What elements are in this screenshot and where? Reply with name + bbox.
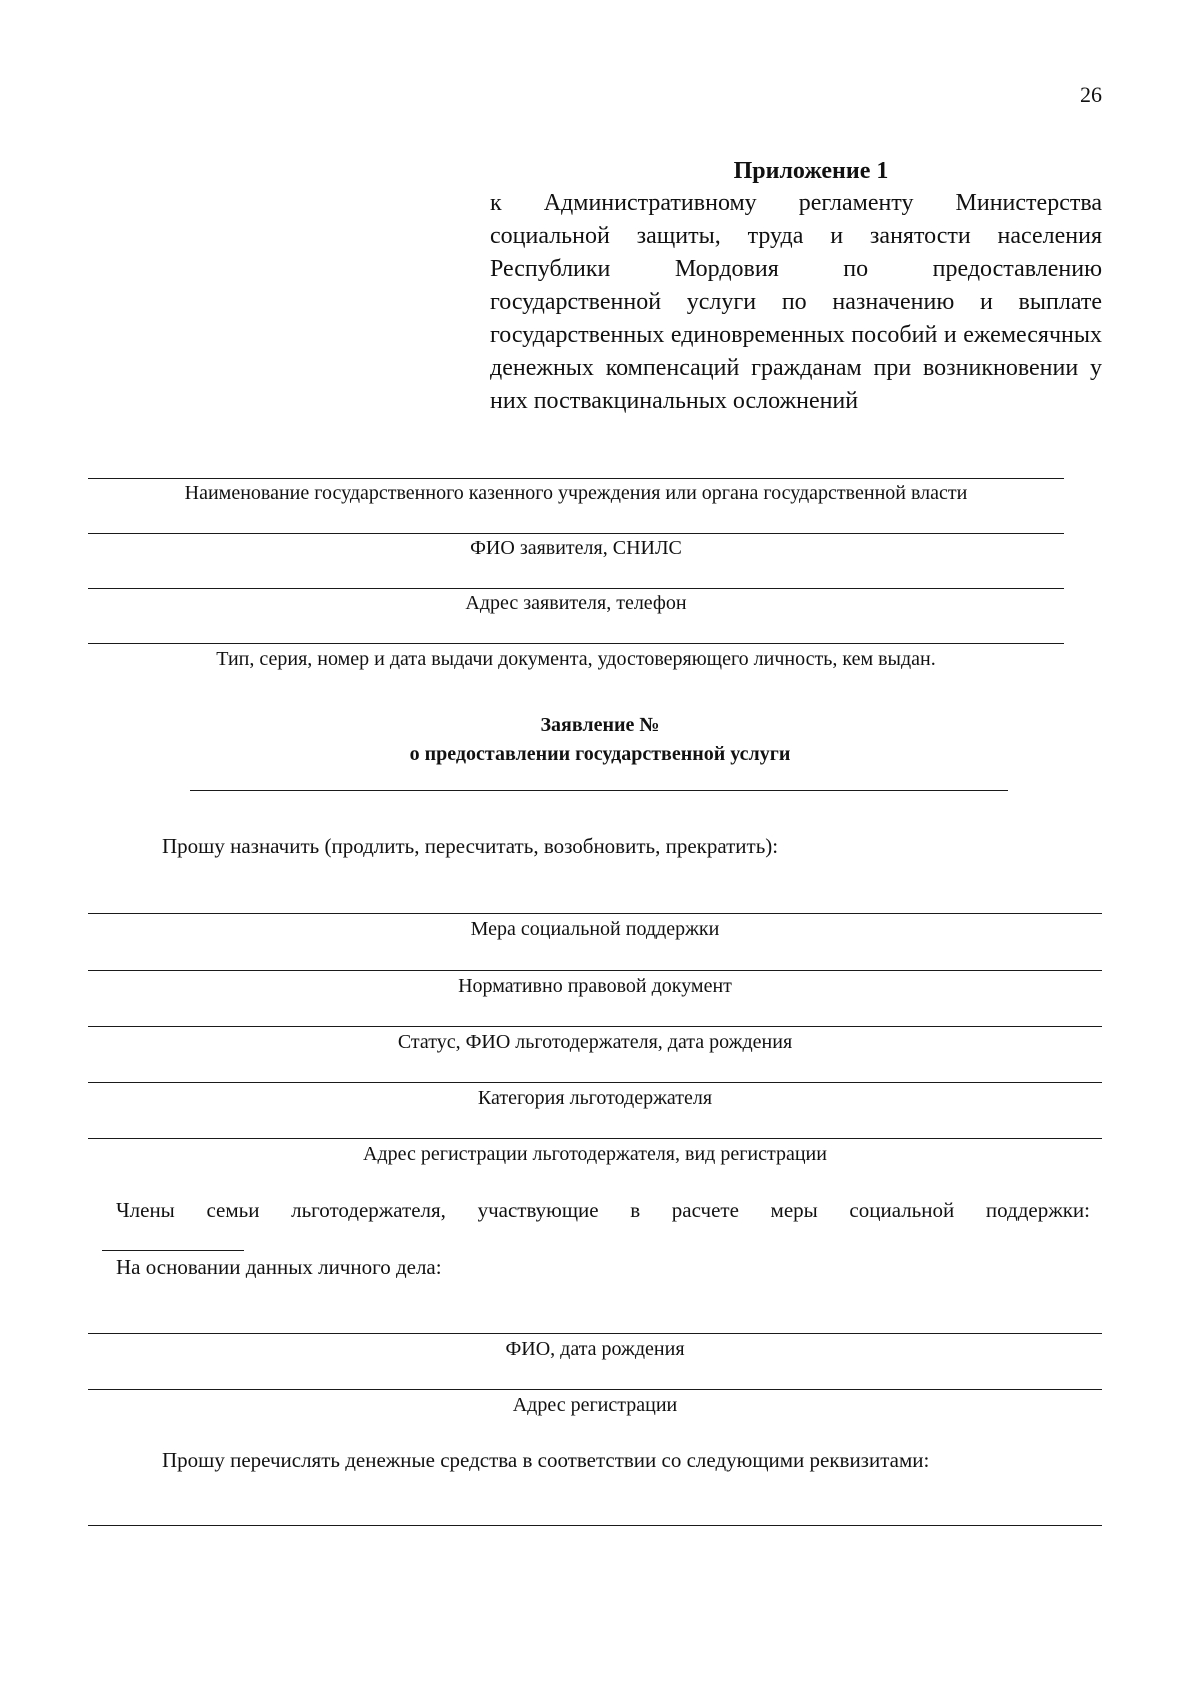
family-member-address-caption: Адрес регистрации [512, 1394, 678, 1416]
transfer-text: Прошу перечислять денежные средства в соответствии со следующими реквизитами: [162, 1448, 930, 1472]
legal-document-caption: Нормативно правовой документ [458, 975, 732, 997]
appendix-text: к Административному регламенту Министерства социальной защиты, труда и занятости населения Республики Мордовия по предоставлению государственной услуги по назначению и выплате государственных единовременных пособий и ежемесячных денежных компенсаций гражданам при возникновении у них поствакцинальных осложнений [490, 190, 1102, 414]
support-measure-line[interactable] [88, 913, 1102, 914]
statement-title: Заявление № [540, 714, 660, 736]
appendix-title: Приложение 1 [733, 158, 889, 184]
bank-details-line[interactable] [88, 1525, 1102, 1526]
applicant-name-caption: ФИО заявителя, СНИЛС [470, 537, 682, 559]
appendix-block [490, 156, 1102, 418]
identity-document-line[interactable] [88, 643, 1064, 644]
beneficiary-status-line[interactable] [88, 1026, 1102, 1027]
legal-document-line[interactable] [88, 970, 1102, 971]
applicant-address-caption: Адрес заявителя, телефон [465, 592, 687, 614]
personal-file-text: На основании данных личного дела: [116, 1255, 442, 1279]
family-member-address-line[interactable] [88, 1389, 1102, 1390]
applicant-address-line[interactable] [88, 588, 1064, 589]
beneficiary-address-caption: Адрес регистрации льготодержателя, вид регистрации [363, 1143, 827, 1165]
page-number: 26 [1080, 82, 1102, 107]
request-text: Прошу назначить (продлить, пересчитать, возобновить, прекратить): [162, 834, 779, 858]
beneficiary-category-line[interactable] [88, 1082, 1102, 1083]
identity-document-caption: Тип, серия, номер и дата выдачи документа, удостоверяющего личность, кем выдан. [216, 648, 936, 670]
statement-number-line[interactable] [190, 790, 1008, 791]
institution-name-line[interactable] [88, 478, 1064, 479]
beneficiary-category-caption: Категория льготодержателя [477, 1087, 713, 1109]
statement-subtitle: о предоставлении государственной услуги [409, 743, 791, 765]
beneficiary-status-caption: Статус, ФИО льготодержателя, дата рождения [397, 1031, 793, 1053]
institution-name-caption: Наименование государственного казенного учреждения или органа государственной власти [184, 482, 968, 504]
family-members-text: Члены семьи льготодержателя, участвующие в расчете меры социальной поддержки: [116, 1198, 1090, 1222]
support-measure-caption: Мера социальной поддержки [470, 918, 720, 940]
family-member-name-caption: ФИО, дата рождения [505, 1338, 685, 1360]
family-member-name-line[interactable] [88, 1333, 1102, 1334]
beneficiary-address-line[interactable] [88, 1138, 1102, 1139]
family-members-line[interactable] [102, 1250, 244, 1251]
applicant-name-line[interactable] [88, 533, 1064, 534]
